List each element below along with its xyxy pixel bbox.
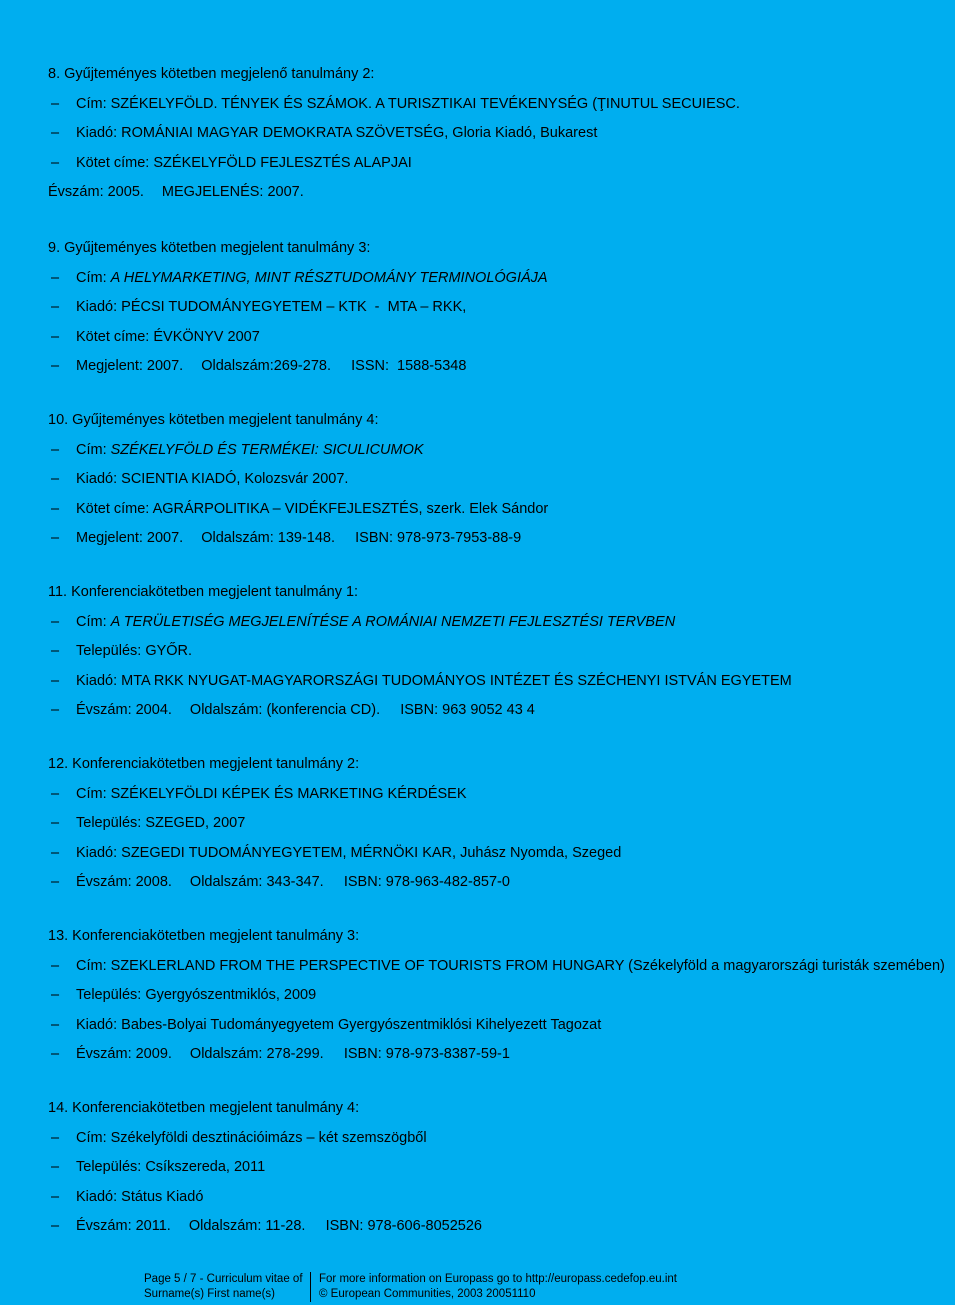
list-item — [48, 149, 938, 179]
section-title: 11. Konferenciakötetben megjelent tanulmány 1: — [48, 584, 359, 600]
dash-bullet-icon: – — [50, 785, 60, 802]
publication-section — [48, 406, 938, 554]
publication-section — [48, 234, 938, 382]
dash-bullet-icon: – — [50, 299, 60, 315]
footer-name: Surname(s) First name(s) — [144, 1288, 275, 1300]
item-value: SZÉKELYFÖLD. TÉNYEK ÉS SZÁMOK. A TURISZTIKAI TEVÉKENYSÉG (ŢINUTUL SECUIESC. — [110, 95, 740, 112]
item-value: Babes-Bolyai Tudományegyetem Gyergyószentmiklósi Kihelyezett Tagozat — [121, 1016, 602, 1033]
item-label: Kötet címe: — [76, 328, 154, 345]
item-value: Csíkszereda, 2011 — [145, 1159, 266, 1175]
item-value: SZEGED, 2007 — [145, 815, 246, 831]
item-label: Kiadó: — [76, 299, 122, 315]
item-label: Cím: — [76, 785, 111, 802]
dash-bullet-icon: – — [50, 672, 60, 689]
item-label: Kötet címe: — [76, 500, 153, 517]
section-title: 14. Konferenciakötetben megjelent tanulmány 4: — [48, 1100, 360, 1116]
item-value: Oldalszám:269-278. ISSN: 1588-5348 — [201, 358, 467, 374]
item-label: Megjelent: 2007. — [76, 358, 184, 374]
section-title: 8. Gyűjteményes kötetben megjelenő tanulmány 2: — [48, 66, 375, 82]
item-value: Gyergyószentmiklós, 2009 — [145, 987, 317, 1003]
item-value: SZEGEDI TUDOMÁNYEGYETEM, MÉRNÖKI KAR, Juhász Nyomda, Szeged — [121, 844, 622, 861]
item-value: AGRÁRPOLITIKA – VIDÉKFEJLESZTÉS, szerk. Elek Sándor — [152, 500, 549, 517]
section-title: 12. Konferenciakötetben megjelent tanulmány 2: — [48, 756, 360, 772]
item-label: Cím: — [76, 269, 111, 286]
dash-bullet-icon: – — [50, 957, 60, 974]
footer-copyright: © European Communities, 2003 20051110 — [319, 1288, 536, 1300]
dash-bullet-icon: – — [50, 987, 60, 1003]
item-value: Székelyföldi desztinációimázs – két szemszögből — [110, 1129, 427, 1146]
item-value: Oldalszám: 343-347. ISBN: 978-963-482-857-0 — [189, 874, 510, 890]
list-item — [48, 637, 938, 667]
dash-bullet-icon: – — [50, 269, 60, 286]
list-item — [48, 809, 938, 839]
dash-bullet-icon: – — [50, 643, 60, 659]
footer-left — [144, 1272, 303, 1302]
item-label: Évszám: 2008. — [76, 874, 172, 890]
list-item — [48, 436, 938, 466]
item-value: SZÉKELYFÖLD ÉS TERMÉKEI: SICULICUMOK — [110, 441, 424, 458]
item-label: Kiadó: — [76, 1188, 122, 1205]
dash-bullet-icon: – — [50, 874, 60, 890]
item-label: Cím: — [76, 441, 111, 458]
item-label: Cím: — [76, 95, 111, 112]
list-item — [48, 264, 938, 294]
dash-bullet-icon: – — [50, 358, 60, 374]
item-label: Kiadó: — [76, 1016, 122, 1033]
dash-bullet-icon: – — [50, 154, 60, 171]
list-item — [48, 495, 938, 525]
dash-bullet-icon: – — [50, 441, 60, 458]
list-item — [48, 1153, 938, 1183]
item-value: ÉVKÖNYV 2007 — [153, 328, 260, 345]
item-value: GYŐR. — [145, 643, 193, 659]
list-item — [48, 780, 938, 810]
item-value: SZÉKELYFÖLD FEJLESZTÉS ALAPJAI — [153, 154, 412, 171]
list-item — [48, 839, 938, 869]
dash-bullet-icon: – — [50, 471, 60, 487]
publication-section — [48, 578, 938, 726]
item-label: Kiadó: — [76, 471, 122, 487]
item-value: SCIENTIA KIADÓ, Kolozsvár 2007. — [121, 471, 349, 487]
item-value: A HELYMARKETING, MINT RÉSZTUDOMÁNY TERMINOLÓGIÁJA — [110, 269, 548, 286]
item-value: Oldalszám: 139-148. ISBN: 978-973-7953-88-9 — [201, 530, 522, 546]
item-label: Település: — [76, 815, 146, 831]
footer-page-info: Page 5 / 7 - Curriculum vitae of — [144, 1273, 303, 1285]
item-value: Oldalszám: 278-299. ISBN: 978-973-8387-59-1 — [189, 1046, 510, 1062]
item-label: Kötet címe: — [76, 154, 154, 171]
item-value: SZÉKELYFÖLDI KÉPEK ÉS MARKETING KÉRDÉSEK — [110, 785, 467, 802]
dash-bullet-icon: – — [50, 1159, 60, 1175]
dash-bullet-icon: – — [50, 500, 60, 517]
publication-section — [48, 750, 938, 898]
dash-bullet-icon: – — [50, 1129, 60, 1146]
list-item — [48, 1183, 938, 1213]
item-label: Megjelent: 2007. — [76, 530, 184, 546]
list-item — [48, 868, 938, 898]
item-value: Státus Kiadó — [121, 1188, 204, 1205]
list-item — [48, 352, 938, 382]
item-value: Oldalszám: 11-28. ISBN: 978-606-8052526 — [188, 1218, 482, 1234]
list-item — [48, 293, 938, 323]
dash-bullet-icon: – — [50, 844, 60, 861]
dash-bullet-icon: – — [50, 125, 60, 141]
tail-published: MEGJELENÉS: 2007. — [161, 184, 304, 200]
item-value: PÉCSI TUDOMÁNYEGYETEM – KTK - MTA – RKK, — [121, 299, 467, 315]
list-item — [48, 952, 945, 982]
list-item — [48, 696, 938, 726]
list-item — [48, 119, 938, 149]
dash-bullet-icon: – — [50, 328, 60, 345]
list-item — [48, 1011, 938, 1041]
item-value: A TERÜLETISÉG MEGJELENÍTÉSE A ROMÁNIAI NEMZETI FEJLESZTÉSI TERVBEN — [110, 613, 676, 630]
dash-bullet-icon: – — [50, 1046, 60, 1062]
dash-bullet-icon: – — [50, 1016, 60, 1033]
list-item — [48, 667, 938, 697]
list-item — [48, 90, 938, 120]
dash-bullet-icon: – — [50, 613, 60, 630]
dash-bullet-icon: – — [50, 702, 60, 718]
item-label: Település: — [76, 987, 146, 1003]
dash-bullet-icon: – — [50, 1188, 60, 1205]
item-label: Település: — [76, 1159, 146, 1175]
footer-europass-link[interactable]: For more information on Europass go to http://europass.cedefop.eu.int — [319, 1273, 677, 1285]
item-label: Cím: — [76, 1129, 111, 1146]
section-title: 10. Gyűjteményes kötetben megjelent tanulmány 4: — [48, 412, 379, 428]
item-label: Település: — [76, 643, 146, 659]
publication-section — [48, 60, 938, 208]
item-label: Cím: — [76, 957, 111, 974]
item-label: Évszám: 2004. — [76, 702, 172, 718]
dash-bullet-icon: – — [50, 530, 60, 546]
list-item — [48, 323, 938, 353]
item-label: Kiadó: — [76, 844, 122, 861]
list-item — [48, 1212, 938, 1242]
dash-bullet-icon: – — [50, 1218, 60, 1234]
list-item — [48, 1124, 938, 1154]
item-label: Kiadó: — [76, 125, 122, 141]
item-value: MTA RKK NYUGAT-MAGYARORSZÁGI TUDOMÁNYOS INTÉZET ÉS SZÉCHENYI ISTVÁN EGYETEM — [121, 672, 792, 689]
list-item — [48, 1040, 938, 1070]
item-label: Kiadó: — [76, 672, 122, 689]
item-label: Cím: — [76, 613, 111, 630]
publication-section — [48, 922, 945, 1070]
list-item — [48, 465, 938, 495]
publication-section — [48, 1094, 938, 1242]
item-value: SZEKLERLAND FROM THE PERSPECTIVE OF TOURISTS FROM HUNGARY (Székelyföld a magyarországi turisták szemében) — [110, 957, 945, 974]
item-value: ROMÁNIAI MAGYAR DEMOKRATA SZÖVETSÉG, Gloria Kiadó, Bukarest — [121, 125, 598, 141]
section-tail — [48, 178, 938, 208]
dash-bullet-icon: – — [50, 815, 60, 831]
tail-year: Évszám: 2005. — [48, 184, 144, 200]
dash-bullet-icon: – — [50, 95, 60, 112]
list-item — [48, 524, 938, 554]
list-item — [48, 608, 938, 638]
footer-right — [310, 1272, 677, 1302]
list-item — [48, 981, 938, 1011]
section-title: 9. Gyűjteményes kötetben megjelent tanulmány 3: — [48, 240, 371, 256]
item-label: Évszám: 2009. — [76, 1046, 172, 1062]
section-title: 13. Konferenciakötetben megjelent tanulmány 3: — [48, 928, 360, 944]
item-label: Évszám: 2011. — [76, 1218, 171, 1234]
item-value: Oldalszám: (konferencia CD). ISBN: 963 9052 43 4 — [189, 702, 535, 718]
